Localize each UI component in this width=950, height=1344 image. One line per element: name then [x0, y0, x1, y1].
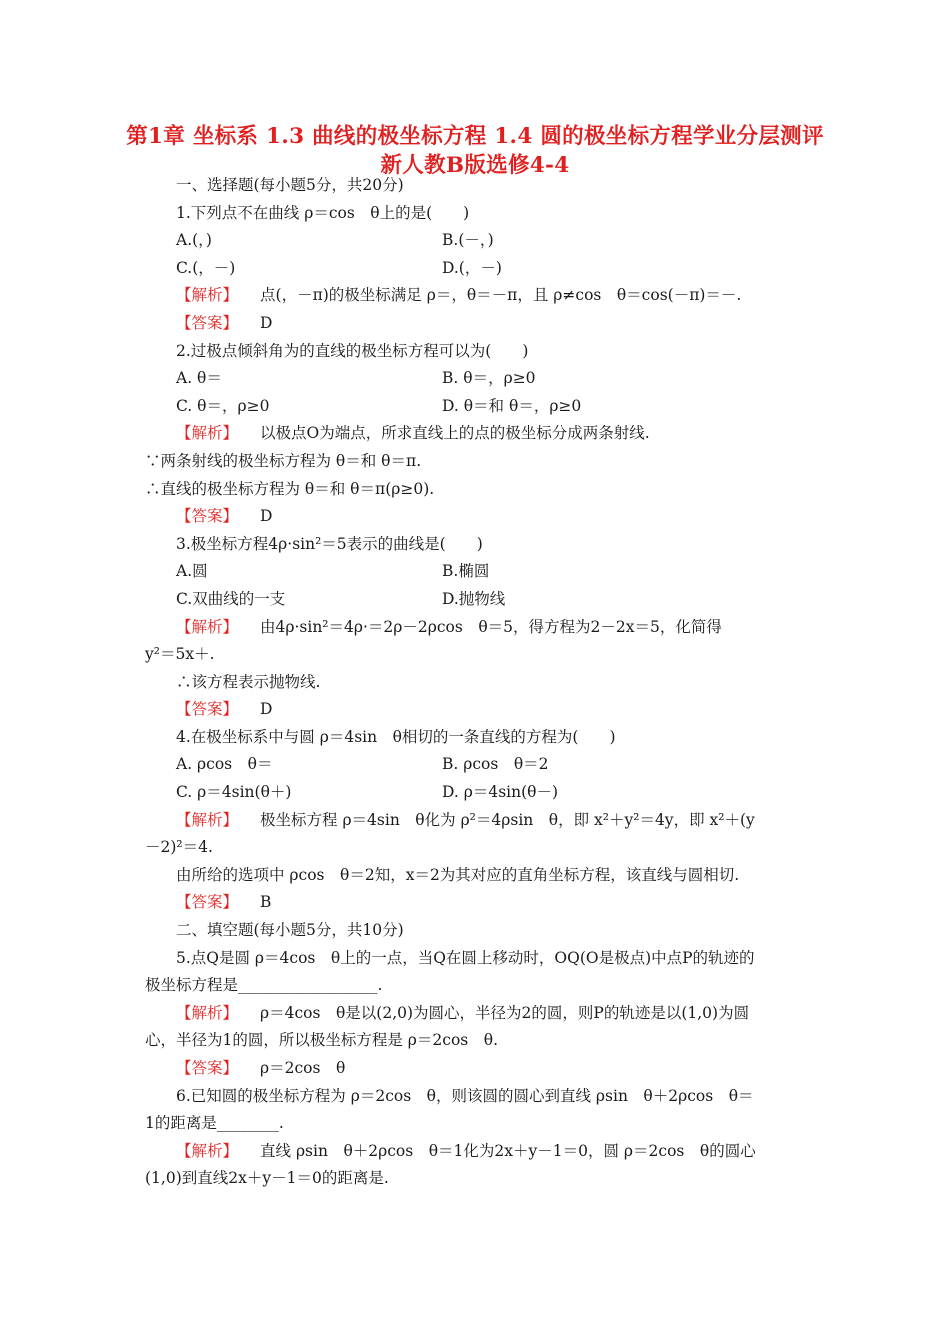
analysis-tag: 【解析】	[176, 810, 239, 829]
option-d: D.(，－)	[442, 258, 502, 277]
option-row	[145, 255, 810, 283]
analysis-text: 点(，－π)的极坐标满足 ρ＝，θ＝－π，且 ρ≠cos θ＝cos(－π)＝－.	[260, 286, 742, 305]
analysis-line: 由所给的选项中 ρcos θ＝2知，x＝2为其对应的直角坐标方程，该直线与圆相切.	[176, 865, 740, 884]
option-row	[145, 393, 810, 421]
option-d: D.抛物线	[442, 589, 506, 608]
analysis-tag: 【解析】	[176, 617, 239, 636]
option-d: D. ρ＝4sin(θ－)	[442, 783, 559, 802]
analysis-line: 心，半径为1的圆，所以极坐标方程是 ρ＝2cos θ.	[145, 1031, 498, 1050]
question-stem-line: 极坐标方程是__________________.	[145, 976, 383, 995]
question-stem: 6.已知圆的极坐标方程为 ρ＝2cos θ，则该圆的圆心到直线 ρsin θ＋2ρcos θ＝	[176, 1086, 754, 1105]
option-row	[145, 779, 810, 807]
option-a: A.(，)	[176, 231, 212, 250]
answer-text: D	[260, 507, 273, 526]
analysis-line: ∴直线的极坐标方程为 θ＝和 θ＝π(ρ≥0).	[145, 479, 435, 498]
option-row	[145, 365, 810, 393]
answer	[145, 310, 810, 338]
analysis-line: y²＝5x＋.	[145, 645, 215, 664]
option-row	[145, 558, 810, 586]
section-heading: 二、填空题(每小题5分，共10分)	[176, 921, 404, 940]
analysis	[145, 1138, 810, 1166]
analysis-tag: 【解析】	[176, 424, 239, 443]
question-stem: 5.点Q是圆 ρ＝4cos θ上的一点，当Q在圆上移动时，OQ(O是极点)中点P的轨迹的	[176, 948, 755, 967]
option-c: C.双曲线的一支	[176, 589, 286, 608]
question-stem: 4.在极坐标系中与圆 ρ＝4sin θ相切的一条直线的方程为( )	[176, 727, 616, 746]
analysis-text: ρ＝4cos θ是以(2,0)为圆心，半径为2的圆，则P的轨迹是以(1,0)为圆	[260, 1003, 750, 1022]
analysis-text: 直线 ρsin θ＋2ρcos θ＝1化为2x＋y－1＝0，圆 ρ＝2cos θ的圆心	[260, 1141, 756, 1160]
option-b: B.椭圆	[442, 562, 490, 581]
option-row	[145, 586, 810, 614]
document-title: 第1章 坐标系 1.3 曲线的极坐标方程 1.4 圆的极坐标方程学业分层测评 新人教B版选修4-4	[126, 124, 824, 178]
option-b: B. θ＝，ρ≥0	[442, 369, 536, 388]
answer	[145, 1055, 810, 1083]
analysis-text: 由4ρ·sin²＝4ρ·＝2ρ－2ρcos θ＝5，得方程为2－2x＝5，化简得	[260, 617, 722, 636]
answer-tag: 【答案】	[176, 700, 239, 719]
analysis-line: ∴该方程表示抛物线.	[176, 672, 321, 691]
answer-tag: 【答案】	[176, 313, 239, 332]
answer-text: ρ＝2cos θ	[260, 1059, 346, 1077]
option-a: A. ρcos θ＝	[176, 755, 273, 774]
question-stem-line: 1的距离是________.	[145, 1114, 284, 1133]
analysis	[145, 420, 810, 448]
option-row	[145, 227, 810, 255]
analysis-line: －2)²＝4.	[145, 838, 213, 857]
analysis	[145, 807, 810, 835]
document-body	[145, 172, 810, 1193]
option-a: A. θ＝	[176, 369, 222, 388]
answer-tag: 【答案】	[176, 893, 239, 912]
option-d: D. θ＝和 θ＝，ρ≥0	[442, 396, 582, 415]
analysis-line: ∵两条射线的极坐标方程为 θ＝和 θ＝π.	[145, 451, 422, 470]
question-stem: 2.过极点倾斜角为的直线的极坐标方程可以为( )	[176, 341, 529, 360]
option-c: C. θ＝，ρ≥0	[176, 396, 270, 415]
analysis-tag: 【解析】	[176, 286, 239, 305]
analysis	[145, 1000, 810, 1028]
analysis	[145, 614, 810, 642]
question-stem: 1.下列点不在曲线 ρ＝cos θ上的是( )	[176, 203, 470, 222]
answer-tag: 【答案】	[176, 1059, 239, 1077]
answer-text: B	[260, 893, 272, 912]
option-b: B.(－，)	[442, 231, 494, 250]
answer	[145, 503, 810, 531]
option-c: C.(，－)	[176, 258, 236, 277]
analysis-line: (1,0)到直线2x＋y－1＝0的距离是.	[145, 1169, 389, 1188]
option-a: A.圆	[176, 562, 208, 581]
answer	[145, 889, 810, 917]
answer-tag: 【答案】	[176, 507, 239, 526]
analysis-tag: 【解析】	[176, 1141, 239, 1160]
option-row	[145, 751, 810, 779]
analysis-tag: 【解析】	[176, 1003, 239, 1022]
analysis	[145, 282, 810, 310]
option-c: C. ρ＝4sin(θ＋)	[176, 783, 292, 802]
option-b: B. ρcos θ＝2	[442, 755, 549, 774]
analysis-text: 极坐标方程 ρ＝4sin θ化为 ρ²＝4ρsin θ，即 x²＋y²＝4y，即 x²＋(y	[260, 810, 755, 829]
analysis-text: 以极点O为端点，所求直线上的点的极坐标分成两条射线.	[260, 424, 650, 443]
answer-text: D	[260, 700, 273, 719]
question-stem: 3.极坐标方程4ρ·sin²＝5表示的曲线是( )	[176, 534, 483, 553]
answer	[145, 696, 810, 724]
answer-text: D	[260, 313, 273, 332]
section-heading: 一、选择题(每小题5分，共20分)	[176, 176, 404, 194]
